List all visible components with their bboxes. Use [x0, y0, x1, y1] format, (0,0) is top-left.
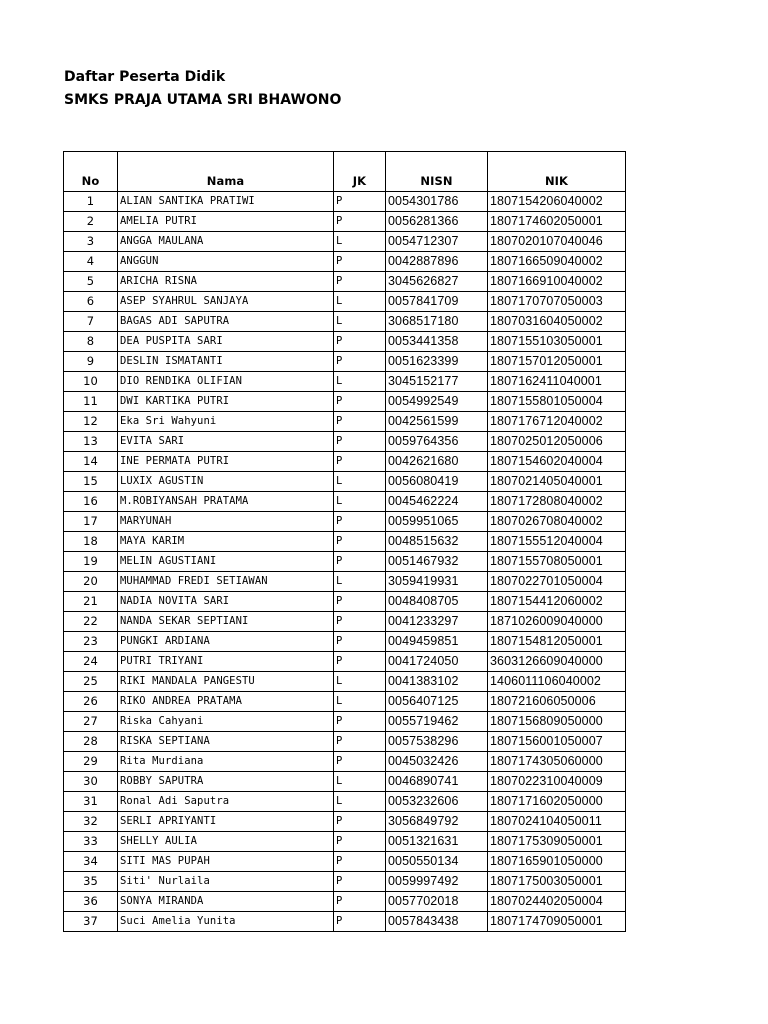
cell-nama: Siti' Nurlaila	[118, 872, 334, 892]
cell-nisn: 0056080419	[386, 472, 488, 492]
cell-no: 33	[64, 832, 118, 852]
cell-nik: 1807162411040001	[488, 372, 626, 392]
table-row	[64, 792, 626, 812]
school-name: SMKS PRAJA UTAMA SRI BHAWONO	[64, 92, 342, 108]
cell-no: 21	[64, 592, 118, 612]
cell-nama: BAGAS ADI SAPUTRA	[118, 312, 334, 332]
cell-nik: 1807166509040002	[488, 252, 626, 272]
cell-nama: LUXIX AGUSTIN	[118, 472, 334, 492]
cell-jk: P	[334, 412, 386, 432]
cell-nama: Ronal Adi Saputra	[118, 792, 334, 812]
cell-nama: Rita Murdiana	[118, 752, 334, 772]
cell-jk: L	[334, 472, 386, 492]
cell-jk: P	[334, 392, 386, 412]
cell-nama: Eka Sri Wahyuni	[118, 412, 334, 432]
cell-no: 29	[64, 752, 118, 772]
cell-jk: P	[334, 872, 386, 892]
cell-nisn: 0057702018	[386, 892, 488, 912]
cell-no: 18	[64, 532, 118, 552]
cell-no: 12	[64, 412, 118, 432]
cell-nama: MELIN AGUSTIANI	[118, 552, 334, 572]
cell-nama: SONYA MIRANDA	[118, 892, 334, 912]
header-jk: JK	[334, 152, 386, 192]
table-row	[64, 552, 626, 572]
cell-no: 9	[64, 352, 118, 372]
cell-nik: 1807171602050000	[488, 792, 626, 812]
cell-nisn: 3059419931	[386, 572, 488, 592]
header-nisn: NISN	[386, 152, 488, 192]
cell-jk: P	[334, 352, 386, 372]
table-row	[64, 572, 626, 592]
cell-nama: ALIAN SANTIKA PRATIWI	[118, 192, 334, 212]
table-row	[64, 912, 626, 932]
cell-nisn: 0055719462	[386, 712, 488, 732]
cell-nama: RIKI MANDALA PANGESTU	[118, 672, 334, 692]
cell-nisn: 3045152177	[386, 372, 488, 392]
cell-nama: ASEP SYAHRUL SANJAYA	[118, 292, 334, 312]
cell-nama: M.ROBIYANSAH PRATAMA	[118, 492, 334, 512]
cell-no: 14	[64, 452, 118, 472]
cell-nik: 1807021405040001	[488, 472, 626, 492]
cell-no: 2	[64, 212, 118, 232]
table-row	[64, 732, 626, 752]
cell-jk: L	[334, 292, 386, 312]
cell-nisn: 3045626827	[386, 272, 488, 292]
table-row	[64, 312, 626, 332]
table-row	[64, 832, 626, 852]
table-row	[64, 632, 626, 652]
table-row	[64, 672, 626, 692]
table-header-row	[64, 152, 626, 192]
cell-nama: NANDA SEKAR SEPTIANI	[118, 612, 334, 632]
cell-no: 34	[64, 852, 118, 872]
cell-no: 15	[64, 472, 118, 492]
cell-nik: 1807022701050004	[488, 572, 626, 592]
cell-jk: L	[334, 312, 386, 332]
cell-nisn: 0051467932	[386, 552, 488, 572]
cell-jk: P	[334, 252, 386, 272]
cell-nik: 1807157012050001	[488, 352, 626, 372]
cell-nik: 1807025012050006	[488, 432, 626, 452]
cell-nisn: 0053232606	[386, 792, 488, 812]
cell-nik: 1807156001050007	[488, 732, 626, 752]
cell-nama: ROBBY SAPUTRA	[118, 772, 334, 792]
cell-nisn: 0045032426	[386, 752, 488, 772]
table-row	[64, 272, 626, 292]
cell-nama: DIO RENDIKA OLIFIAN	[118, 372, 334, 392]
cell-no: 32	[64, 812, 118, 832]
cell-jk: P	[334, 612, 386, 632]
cell-nik: 1807176712040002	[488, 412, 626, 432]
cell-no: 17	[64, 512, 118, 532]
cell-no: 6	[64, 292, 118, 312]
cell-jk: P	[334, 912, 386, 932]
cell-nama: MAYA KARIM	[118, 532, 334, 552]
cell-nik: 1807024104050011	[488, 812, 626, 832]
cell-nisn: 0053441358	[386, 332, 488, 352]
cell-nik: 180721606050006	[488, 692, 626, 712]
cell-nisn: 0057841709	[386, 292, 488, 312]
cell-nama: RIKO ANDREA PRATAMA	[118, 692, 334, 712]
cell-nisn: 0042621680	[386, 452, 488, 472]
table-row	[64, 432, 626, 452]
cell-jk: P	[334, 452, 386, 472]
cell-nik: 1807154602040004	[488, 452, 626, 472]
table-row	[64, 392, 626, 412]
cell-nisn: 0059997492	[386, 872, 488, 892]
cell-nik: 3603126609040000	[488, 652, 626, 672]
cell-nisn: 0046890741	[386, 772, 488, 792]
cell-nik: 1807175309050001	[488, 832, 626, 852]
cell-nik: 1807024402050004	[488, 892, 626, 912]
cell-nisn: 0048515632	[386, 532, 488, 552]
cell-jk: P	[334, 732, 386, 752]
cell-nisn: 0056281366	[386, 212, 488, 232]
table-row	[64, 192, 626, 212]
header-nik: NIK	[488, 152, 626, 192]
table-row	[64, 752, 626, 772]
cell-jk: P	[334, 552, 386, 572]
cell-nik: 1807022310040009	[488, 772, 626, 792]
cell-nama: RISKA SEPTIANA	[118, 732, 334, 752]
cell-no: 5	[64, 272, 118, 292]
cell-nisn: 0057538296	[386, 732, 488, 752]
cell-no: 19	[64, 552, 118, 572]
cell-no: 27	[64, 712, 118, 732]
cell-nama: SITI MAS PUPAH	[118, 852, 334, 872]
cell-no: 30	[64, 772, 118, 792]
cell-nisn: 0050550134	[386, 852, 488, 872]
cell-nik: 1807154206040002	[488, 192, 626, 212]
cell-no: 36	[64, 892, 118, 912]
cell-nisn: 0041383102	[386, 672, 488, 692]
cell-nisn: 0045462224	[386, 492, 488, 512]
cell-nama: ARICHA RISNA	[118, 272, 334, 292]
cell-nama: EVITA SARI	[118, 432, 334, 452]
table-body	[64, 192, 626, 932]
table-row	[64, 592, 626, 612]
cell-nama: PUNGKI ARDIANA	[118, 632, 334, 652]
cell-no: 23	[64, 632, 118, 652]
cell-no: 4	[64, 252, 118, 272]
cell-nama: INE PERMATA PUTRI	[118, 452, 334, 472]
table-row	[64, 492, 626, 512]
table-row	[64, 652, 626, 672]
cell-nik: 1406011106040002	[488, 672, 626, 692]
cell-jk: L	[334, 772, 386, 792]
table-row	[64, 692, 626, 712]
cell-nisn: 3068517180	[386, 312, 488, 332]
table-row	[64, 612, 626, 632]
cell-jk: L	[334, 232, 386, 252]
cell-nik: 1807156809050000	[488, 712, 626, 732]
cell-jk: L	[334, 492, 386, 512]
cell-jk: P	[334, 332, 386, 352]
student-table	[63, 151, 626, 932]
cell-jk: L	[334, 692, 386, 712]
cell-nisn: 0054301786	[386, 192, 488, 212]
cell-nisn: 0059764356	[386, 432, 488, 452]
cell-jk: P	[334, 832, 386, 852]
cell-jk: P	[334, 192, 386, 212]
cell-nama: Riska Cahyani	[118, 712, 334, 732]
table-row	[64, 892, 626, 912]
cell-nisn: 0049459851	[386, 632, 488, 652]
cell-no: 37	[64, 912, 118, 932]
cell-jk: P	[334, 652, 386, 672]
table-row	[64, 512, 626, 532]
cell-jk: P	[334, 852, 386, 872]
cell-nisn: 0042887896	[386, 252, 488, 272]
cell-jk: L	[334, 572, 386, 592]
table-row	[64, 212, 626, 232]
table-row	[64, 472, 626, 492]
cell-nisn: 0054992549	[386, 392, 488, 412]
table-row	[64, 412, 626, 432]
cell-nama: NADIA NOVITA SARI	[118, 592, 334, 612]
cell-nama: Suci Amelia Yunita	[118, 912, 334, 932]
cell-nama: ANGGA MAULANA	[118, 232, 334, 252]
cell-no: 16	[64, 492, 118, 512]
cell-nama: MUHAMMAD FREDI SETIAWAN	[118, 572, 334, 592]
cell-nama: DEA PUSPITA SARI	[118, 332, 334, 352]
cell-nisn: 0057843438	[386, 912, 488, 932]
cell-nik: 1871026009040000	[488, 612, 626, 632]
cell-nik: 1807031604050002	[488, 312, 626, 332]
table-row	[64, 292, 626, 312]
cell-nama: PUTRI TRIYANI	[118, 652, 334, 672]
cell-nik: 1807175003050001	[488, 872, 626, 892]
cell-jk: P	[334, 532, 386, 552]
cell-nama: AMELIA PUTRI	[118, 212, 334, 232]
cell-nik: 1807154812050001	[488, 632, 626, 652]
cell-nik: 1807154412060002	[488, 592, 626, 612]
cell-no: 26	[64, 692, 118, 712]
table-row	[64, 772, 626, 792]
cell-no: 28	[64, 732, 118, 752]
cell-no: 7	[64, 312, 118, 332]
table-row	[64, 812, 626, 832]
table-row	[64, 452, 626, 472]
cell-no: 25	[64, 672, 118, 692]
cell-nik: 1807174602050001	[488, 212, 626, 232]
cell-nik: 1807155801050004	[488, 392, 626, 412]
cell-jk: P	[334, 752, 386, 772]
table-row	[64, 232, 626, 252]
cell-nisn: 0056407125	[386, 692, 488, 712]
cell-nama: SHELLY AULIA	[118, 832, 334, 852]
cell-nik: 1807170707050003	[488, 292, 626, 312]
cell-jk: L	[334, 792, 386, 812]
table-row	[64, 852, 626, 872]
cell-no: 10	[64, 372, 118, 392]
cell-nik: 1807155708050001	[488, 552, 626, 572]
cell-nik: 1807172808040002	[488, 492, 626, 512]
cell-no: 11	[64, 392, 118, 412]
cell-no: 3	[64, 232, 118, 252]
table-row	[64, 712, 626, 732]
cell-nisn: 3056849792	[386, 812, 488, 832]
cell-nik: 1807026708040002	[488, 512, 626, 532]
cell-no: 8	[64, 332, 118, 352]
cell-no: 24	[64, 652, 118, 672]
cell-no: 1	[64, 192, 118, 212]
cell-nama: SERLI APRIYANTI	[118, 812, 334, 832]
cell-jk: P	[334, 812, 386, 832]
cell-jk: P	[334, 272, 386, 292]
table-row	[64, 372, 626, 392]
cell-nisn: 0042561599	[386, 412, 488, 432]
cell-nik: 1807155103050001	[488, 332, 626, 352]
cell-nik: 1807174709050001	[488, 912, 626, 932]
cell-jk: P	[334, 712, 386, 732]
cell-no: 22	[64, 612, 118, 632]
cell-nisn: 0051623399	[386, 352, 488, 372]
cell-no: 13	[64, 432, 118, 452]
cell-nisn: 0051321631	[386, 832, 488, 852]
cell-nisn: 0041724050	[386, 652, 488, 672]
header-nama: Nama	[118, 152, 334, 192]
table-row	[64, 872, 626, 892]
header-no: No	[64, 152, 118, 192]
cell-nisn: 0048408705	[386, 592, 488, 612]
cell-jk: P	[334, 632, 386, 652]
document-title: Daftar Peserta Didik	[64, 69, 226, 85]
cell-no: 20	[64, 572, 118, 592]
table-row	[64, 252, 626, 272]
table-row	[64, 332, 626, 352]
cell-nisn: 0054712307	[386, 232, 488, 252]
cell-jk: L	[334, 672, 386, 692]
cell-jk: P	[334, 432, 386, 452]
table-row	[64, 532, 626, 552]
table-row	[64, 352, 626, 372]
cell-no: 31	[64, 792, 118, 812]
cell-no: 35	[64, 872, 118, 892]
cell-jk: P	[334, 892, 386, 912]
cell-nama: MARYUNAH	[118, 512, 334, 532]
cell-nik: 1807165901050000	[488, 852, 626, 872]
cell-jk: P	[334, 592, 386, 612]
cell-jk: P	[334, 212, 386, 232]
cell-nik: 1807020107040046	[488, 232, 626, 252]
cell-jk: P	[334, 512, 386, 532]
cell-nisn: 0059951065	[386, 512, 488, 532]
cell-nik: 1807166910040002	[488, 272, 626, 292]
cell-nik: 1807155512040004	[488, 532, 626, 552]
cell-jk: L	[334, 372, 386, 392]
cell-nik: 1807174305060000	[488, 752, 626, 772]
cell-nama: ANGGUN	[118, 252, 334, 272]
cell-nisn: 0041233297	[386, 612, 488, 632]
cell-nama: DESLIN ISMATANTI	[118, 352, 334, 372]
cell-nama: DWI KARTIKA PUTRI	[118, 392, 334, 412]
